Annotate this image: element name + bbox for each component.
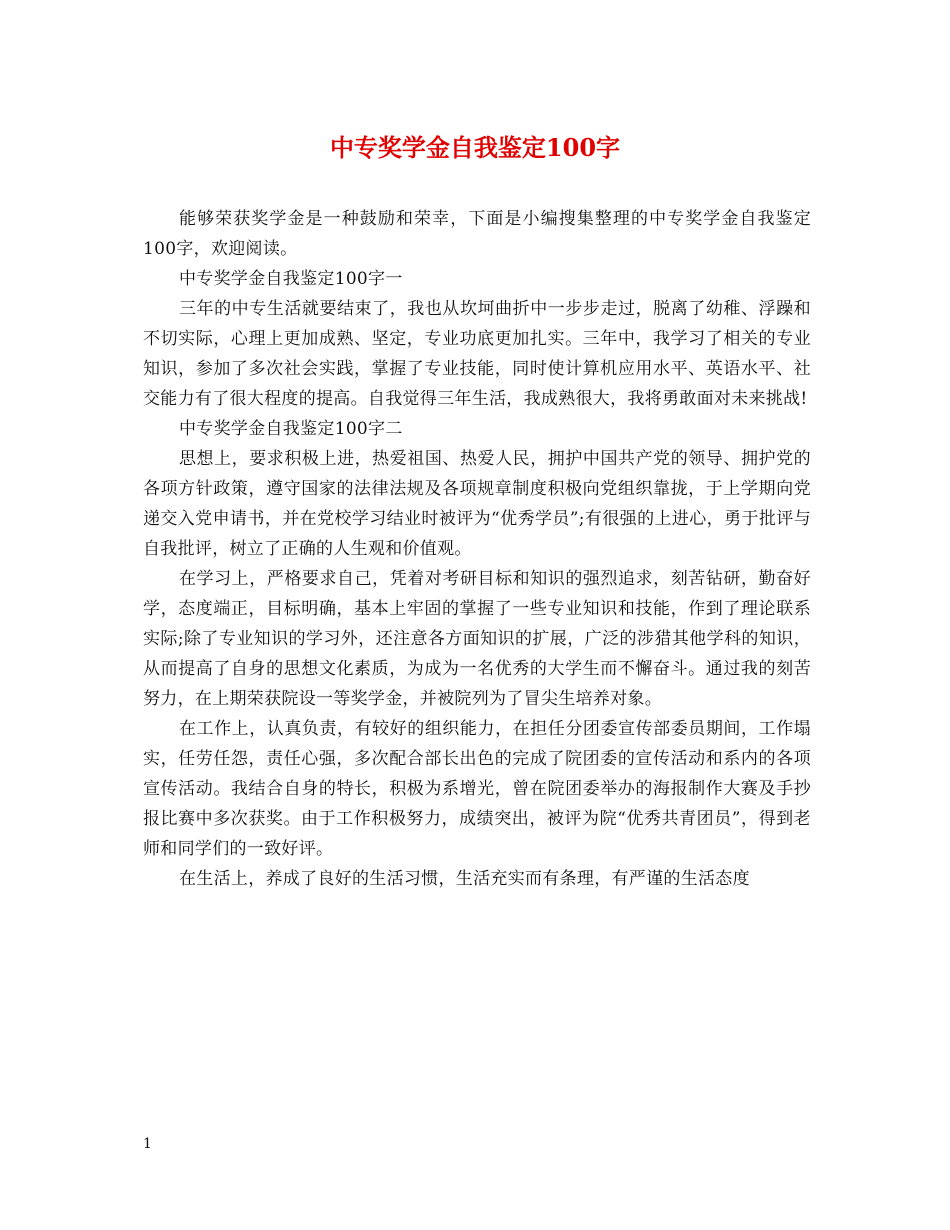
document-body bbox=[143, 204, 811, 894]
intro-paragraph: 能够荣获奖学金是一种鼓励和荣幸，下面是小编搜集整理的中专奖学金自我鉴定100字，欢迎阅读。 bbox=[143, 209, 811, 259]
page-number: 1 bbox=[143, 1136, 152, 1152]
section-heading-one: 中专奖学金自我鉴定100字一 bbox=[179, 269, 403, 289]
body-paragraph: 在学习上，严格要求自己，凭着对考研目标和知识的强烈追求，刻苦钻研，勤奋好学，态度端正，目标明确，基本上牢固的掌握了一些专业知识和技能，作到了理论联系实际;除了专业知识的学习外，还注意各方面知识的扩展，广泛的涉猎其他学科的知识，从而提高了自身的思想文化素质，为成为一名优秀的大学生而不懈奋斗。通过我的刻苦努力，在上期荣获院设一等奖学金，并被院列为了冒尖生培养对象。 bbox=[143, 569, 811, 709]
body-paragraph: 思想上，要求积极上进，热爱祖国、热爱人民，拥护中国共产党的领导、拥护党的各项方针政策，遵守国家的法律法规及各项规章制度积极向党组织靠拢，于上学期向党递交入党申请书，并在党校学习结业时被评为“优秀学员”;有很强的上进心，勇于批评与自我批评，树立了正确的人生观和价值观。 bbox=[143, 449, 811, 559]
body-paragraph: 三年的中专生活就要结束了，我也从坎坷曲折中一步步走过，脱离了幼稚、浮躁和不切实际，心理上更加成熟、坚定，专业功底更加扎实。三年中，我学习了相关的专业知识，参加了多次社会实践，掌握了专业技能，同时使计算机应用水平、英语水平、社交能力有了很大程度的提高。自我觉得三年生活，我成熟很大，我将勇敢面对未来挑战! bbox=[143, 299, 811, 409]
body-paragraph: 在工作上，认真负责，有较好的组织能力，在担任分团委宣传部委员期间，工作塌实，任劳任怨，责任心强，多次配合部长出色的完成了院团委的宣传活动和系内的各项宣传活动。我结合自身的特长，积极为系增光，曾在院团委举办的海报制作大赛及手抄报比赛中多次获奖。由于工作积极努力，成绩突出，被评为院“优秀共青团员”，得到老师和同学们的一致好评。 bbox=[143, 719, 811, 859]
document-title: 中专奖学金自我鉴定100字 bbox=[329, 133, 621, 162]
body-paragraph: 在生活上，养成了良好的生活习惯，生活充实而有条理，有严谨的生活态度 bbox=[179, 869, 750, 889]
section-heading-two: 中专奖学金自我鉴定100字二 bbox=[179, 419, 403, 439]
